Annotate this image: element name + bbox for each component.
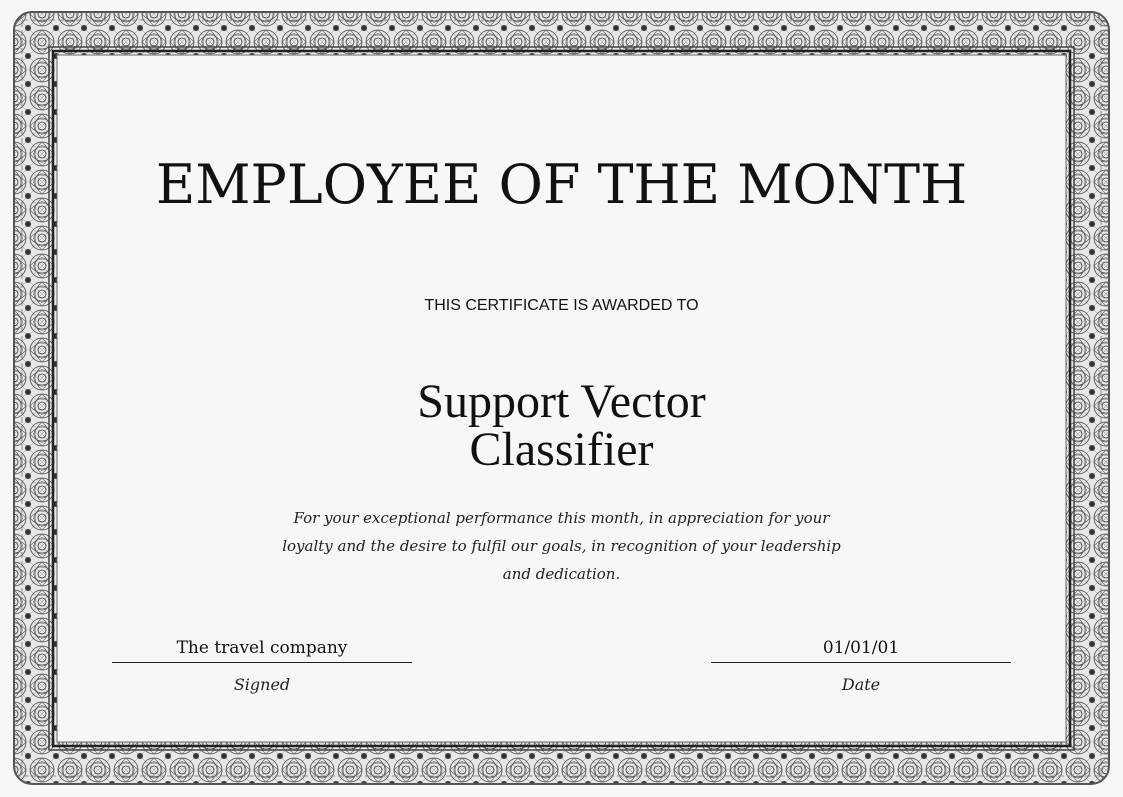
signature-block xyxy=(112,636,412,694)
signed-value: The travel company xyxy=(176,638,348,658)
signature-line xyxy=(112,662,412,663)
recipient-name xyxy=(0,375,1123,476)
date-line xyxy=(711,662,1011,663)
date-value: 01/01/01 xyxy=(822,638,900,658)
certificate-title: EMPLOYEE OF THE MONTH xyxy=(155,153,968,216)
signed-label: Signed xyxy=(233,675,291,694)
awarded-to-label: THIS CERTIFICATE IS AWARDED TO xyxy=(424,297,699,314)
date-block xyxy=(711,636,1011,694)
recipient-name-line-1: Support Vector xyxy=(417,375,706,428)
certificate-description: For your exceptional performance this month, in appreciation for your loyalty and the desire to fulfil our goals, in recognition of your leadership and dedication. xyxy=(282,509,841,583)
recipient-name-line-2: Classifier xyxy=(469,423,654,476)
date-label: Date xyxy=(841,675,881,694)
